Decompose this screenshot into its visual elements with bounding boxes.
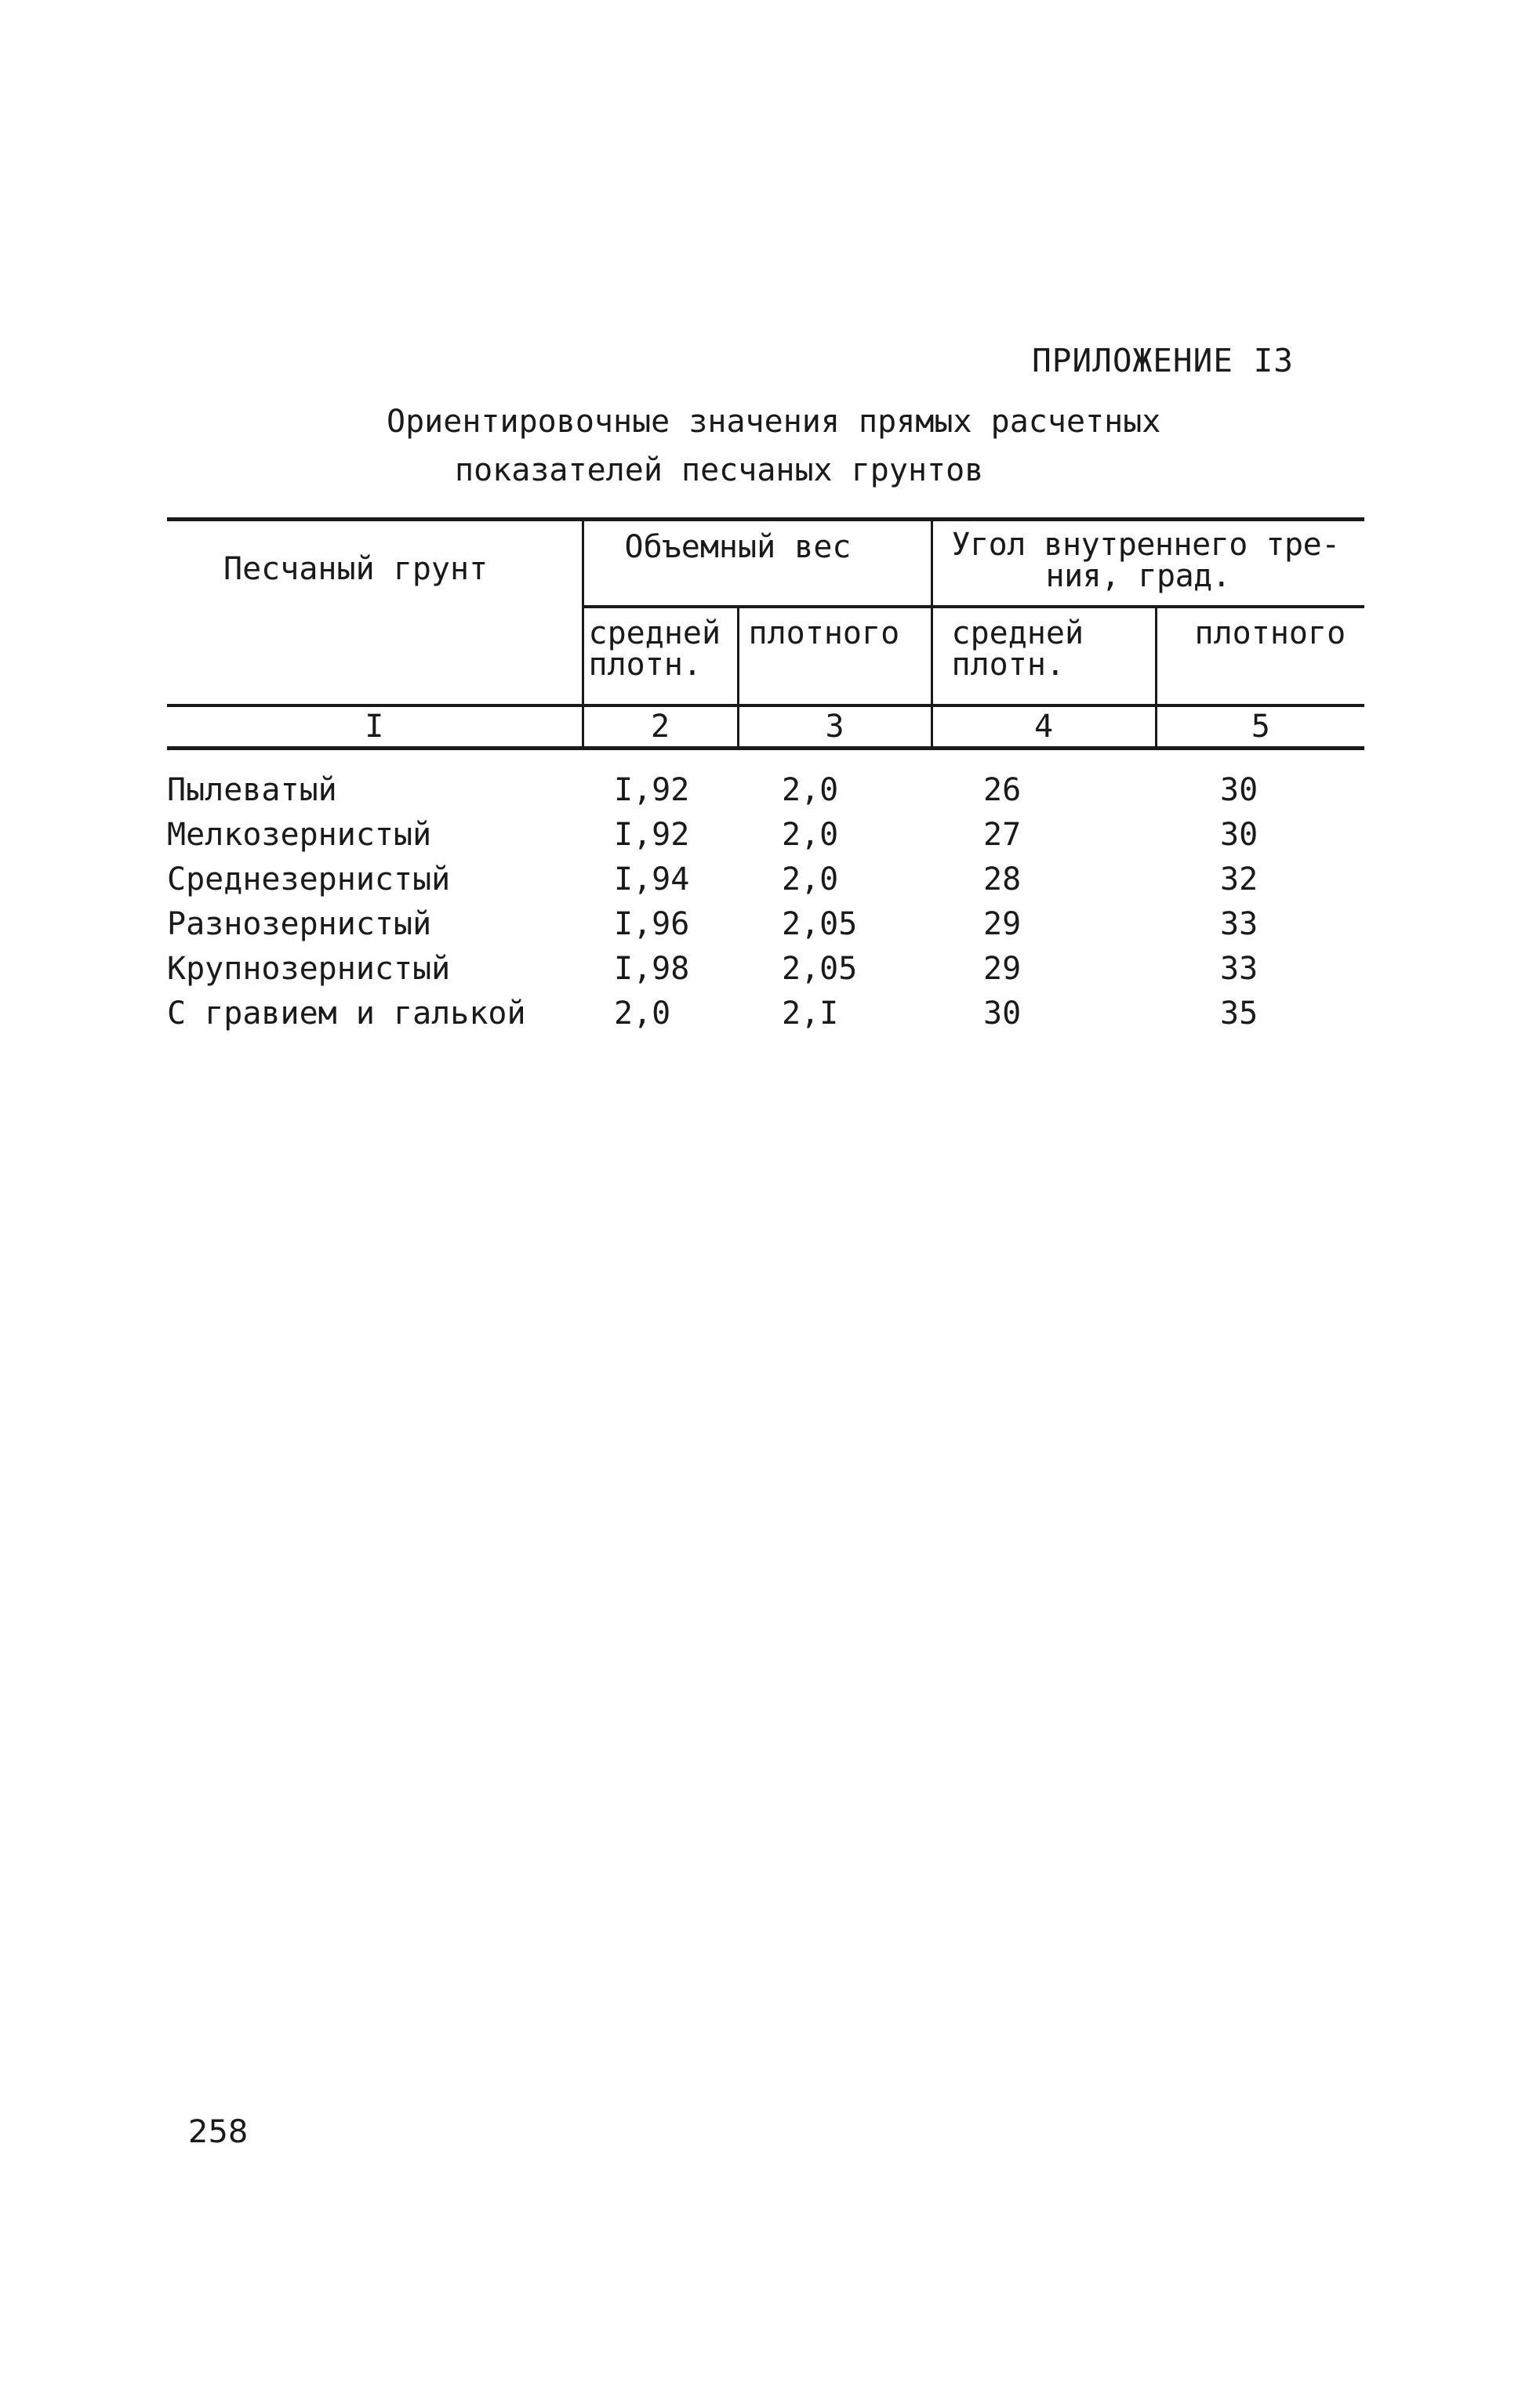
header-volume-weight: Объемный вес	[583, 520, 932, 607]
column-number-5: 5	[1156, 705, 1364, 749]
vw-dense-value: 2,0	[782, 861, 839, 898]
soil-name: Крупнозернистый	[167, 950, 451, 987]
vw-medium-value: I,94	[614, 861, 690, 898]
angle-dense-value: 30	[1220, 771, 1258, 808]
soil-name: С гравием и галькой	[167, 995, 526, 1032]
angle-medium-value: 27	[983, 816, 1022, 853]
header-angle-medium-line-2: плотн.	[951, 647, 1066, 683]
table-row	[167, 901, 1364, 946]
header-vw-medium	[583, 607, 738, 705]
angle-medium-value: 28	[983, 861, 1022, 898]
vw-medium-value: I,98	[614, 950, 690, 987]
table-row	[167, 946, 1364, 991]
column-number-row	[167, 705, 1364, 749]
soil-name: Мелкозернистый	[167, 816, 432, 853]
angle-medium-value: 26	[983, 771, 1022, 808]
vw-dense-value: 2,0	[782, 816, 839, 853]
header-soil: Песчаный грунт	[167, 520, 583, 706]
vw-medium-value: 2,0	[614, 995, 671, 1032]
vw-medium-value: I,96	[614, 905, 690, 942]
angle-dense-value: 32	[1220, 861, 1258, 898]
header-angle-dense: плотного	[1156, 607, 1364, 705]
caption-line-1: Ориентировочные значения прямых расчетных	[387, 404, 1161, 440]
header-friction-angle-line-2: ния, град.	[1045, 558, 1231, 594]
table-row	[167, 812, 1364, 857]
header-vw-medium-line-2: плотн.	[588, 647, 702, 683]
vw-dense-value: 2,I	[782, 995, 839, 1032]
angle-medium-value: 29	[983, 950, 1022, 987]
column-number-4: 4	[932, 705, 1156, 749]
column-number-2: 2	[583, 705, 738, 749]
header-vw-dense: плотного	[738, 607, 932, 705]
vw-medium-value: I,92	[614, 771, 690, 808]
header-friction-angle-line-1: Угол внутреннего тре-	[951, 527, 1340, 563]
appendix-label: ПРИЛОЖЕНИЕ I3	[1032, 342, 1294, 379]
soil-properties-table	[167, 517, 1364, 1035]
table-row	[167, 991, 1364, 1035]
header-angle-medium	[932, 607, 1156, 705]
header-friction-angle	[932, 520, 1364, 607]
vw-dense-value: 2,0	[782, 771, 839, 808]
angle-medium-value: 30	[983, 995, 1022, 1032]
soil-name: Среднезернистый	[167, 861, 451, 898]
angle-dense-value: 33	[1220, 950, 1258, 987]
column-number-3: 3	[738, 705, 932, 749]
vw-medium-value: I,92	[614, 816, 690, 853]
soil-name: Пылеватый	[167, 771, 337, 808]
angle-dense-value: 30	[1220, 816, 1258, 853]
page-number: 258	[188, 2114, 249, 2150]
header-angle-medium-line-1: средней	[951, 615, 1084, 651]
header-vw-medium-line-1: средней	[588, 615, 721, 651]
table-row	[167, 857, 1364, 901]
table-caption	[380, 397, 1161, 495]
caption-line-2: показателей песчаных грунтов	[455, 452, 984, 488]
angle-dense-value: 35	[1220, 995, 1258, 1032]
table-row	[167, 749, 1364, 813]
soil-name: Разнозернистый	[167, 905, 432, 942]
angle-medium-value: 29	[983, 905, 1022, 942]
vw-dense-value: 2,05	[782, 950, 858, 987]
header-row-top	[167, 520, 1364, 607]
vw-dense-value: 2,05	[782, 905, 858, 942]
column-number-1: I	[167, 705, 583, 749]
angle-dense-value: 33	[1220, 905, 1258, 942]
